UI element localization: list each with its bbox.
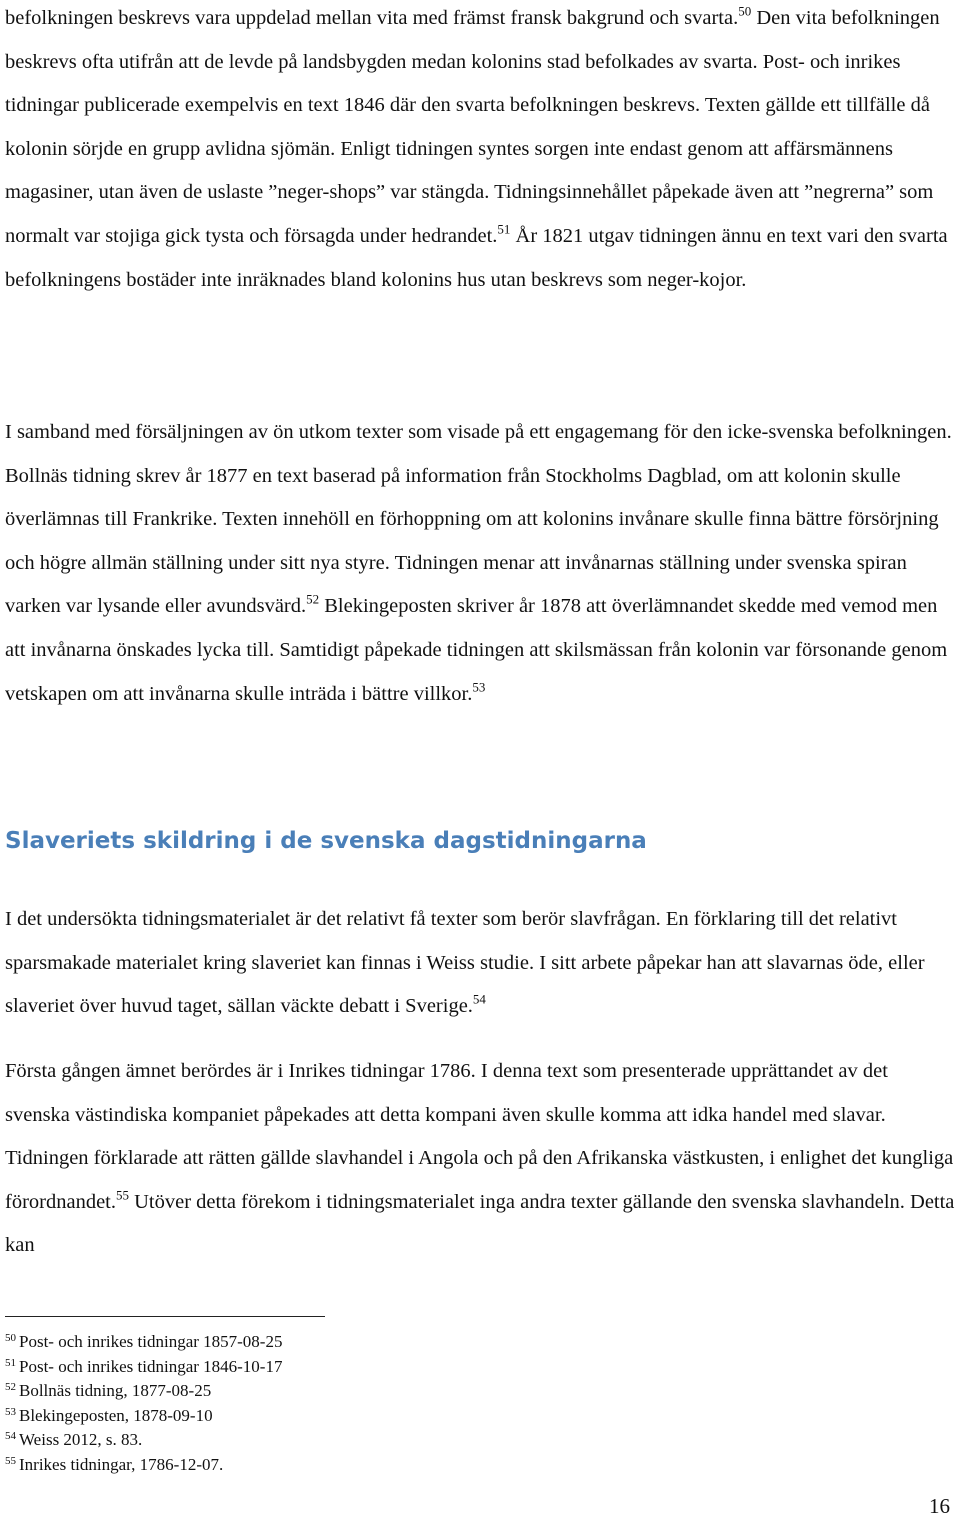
footnote-text: Weiss 2012, s. 83. bbox=[19, 1430, 143, 1450]
footnote-number: 53 bbox=[5, 1405, 16, 1418]
footnote-ref-51[interactable]: 51 bbox=[497, 221, 511, 237]
footnote-number: 55 bbox=[5, 1454, 16, 1467]
footnote-number: 51 bbox=[5, 1356, 16, 1369]
footnote-text: Inrikes tidningar, 1786-12-07. bbox=[19, 1454, 224, 1474]
footnote-item bbox=[5, 1404, 282, 1429]
footnote-number: 50 bbox=[5, 1331, 16, 1344]
footnote-ref-53[interactable]: 53 bbox=[472, 679, 486, 695]
paragraph-text: År 1821 utgav tidningen ännu en text vari den svarta befolkningens bostäder inte inräknades bland kolonins hus utan beskrevs som neger-kojor. bbox=[5, 224, 948, 291]
footnote-text: Post- och inrikes tidningar 1857-08-25 bbox=[19, 1332, 283, 1351]
footnote-ref-50[interactable]: 50 bbox=[738, 3, 752, 19]
paragraph-text: Första gången ämnet berördes är i Inrikes tidningar 1786. I denna text som presenterade upprättandet av det svenska västindiska kompaniet påpekades att detta kompani även skulle komma att idka handel med slavar. Tidningen förklarade att rätten gällde slavhandel i Angola och på den Afrikanska västkusten, i enlighet det kungliga förordnandet. bbox=[5, 1060, 954, 1213]
footnote-item bbox=[5, 1355, 282, 1380]
paragraph-text: befolkningen beskrevs vara uppdelad mellan vita med främst fransk bakgrund och svarta. bbox=[5, 7, 739, 29]
section-heading: Slaveriets skildring i de svenska dagstidningarna bbox=[5, 828, 647, 854]
footnote-ref-54[interactable]: 54 bbox=[472, 991, 486, 1007]
footnote-item bbox=[5, 1330, 282, 1355]
paragraph-text: Den vita befolkningen beskrevs ofta utifrån att de levde på landsbygden medan kolonins stad befolkades av svarta. Post- och inrikes tidningar publicerade exempelvis en text 1846 där den svarta befolkningen beskrevs. Texten gällde ett tillfälle då kolonin sörjde en grupp avlidna sjömän. Enligt tidningen syntes sorgen inte endast genom att affärsmännens magasiner, utan även de uslaste ”neger-shops” var stängda. Tidningsinnehållet påpekade även att ”negrerna” som normalt var stojiga gick tysta och försagda under hedrandet. bbox=[5, 7, 940, 247]
footnote-text: Post- och inrikes tidningar 1846-10-17 bbox=[19, 1356, 283, 1376]
footnote-number: 54 bbox=[5, 1430, 16, 1443]
footnote-item bbox=[5, 1428, 282, 1453]
footnote-text: Blekingeposten, 1878-09-10 bbox=[19, 1405, 213, 1425]
paragraph-colony-population bbox=[5, 0, 955, 302]
paragraph-text: Blekingeposten skriver år 1878 att överlämnandet skedde med vemod men att invånarna önskades lycka till. Samtidigt påpekade tidningen att skilsmässan från kolonin var försonande genom vetskapen om att invånarna skulle inträda i bättre villkor. bbox=[5, 595, 948, 705]
paragraph-first-mention bbox=[5, 1050, 955, 1268]
paragraph-text: I samband med försäljningen av ön utkom texter som visade på ett engagemang för den icke-svenska befolkningen. Bollnäs tidning skrev år 1877 en text baserad på information från Stockholms Dagblad, om att kolonin skulle överlämnas till Frankrike. Texten innehöll en förhoppning om att kolonins invånare skulle finna bättre försörjning och högre allmän ställning under sitt nya styre. Tidningen menar att invånarnas ställning under svenska spiran varken var lysande eller avundsvärd. bbox=[5, 421, 952, 618]
paragraph-island-sale bbox=[5, 411, 955, 716]
footnote-ref-55[interactable]: 55 bbox=[116, 1187, 129, 1203]
footnote-list bbox=[5, 1330, 282, 1478]
footnote-ref-52[interactable]: 52 bbox=[306, 591, 320, 607]
footnote-text: Bollnäs tidning, 1877-08-25 bbox=[19, 1381, 212, 1401]
footnote-divider bbox=[5, 1316, 325, 1317]
paragraph-text: Utöver detta förekom i tidningsmaterialet inga andra texter gällande den svenska slavhandeln. Detta kan bbox=[5, 1190, 955, 1257]
footnote-number: 52 bbox=[5, 1381, 16, 1394]
paragraph-slavery-intro bbox=[5, 898, 955, 1029]
page-number: 16 bbox=[929, 1494, 950, 1518]
paragraph-text: I det undersökta tidningsmaterialet är det relativt få texter som berör slavfrågan. En förklaring till det relativt sparsmakade materialet kring slaveriet kan finnas i Weiss studie. I sitt arbete påpekar han att slavarnas öde, eller slaveriet över huvud taget, sällan väckte debatt i Sverige. bbox=[5, 908, 925, 1018]
footnote-item bbox=[5, 1453, 282, 1478]
footnote-item bbox=[5, 1379, 282, 1404]
